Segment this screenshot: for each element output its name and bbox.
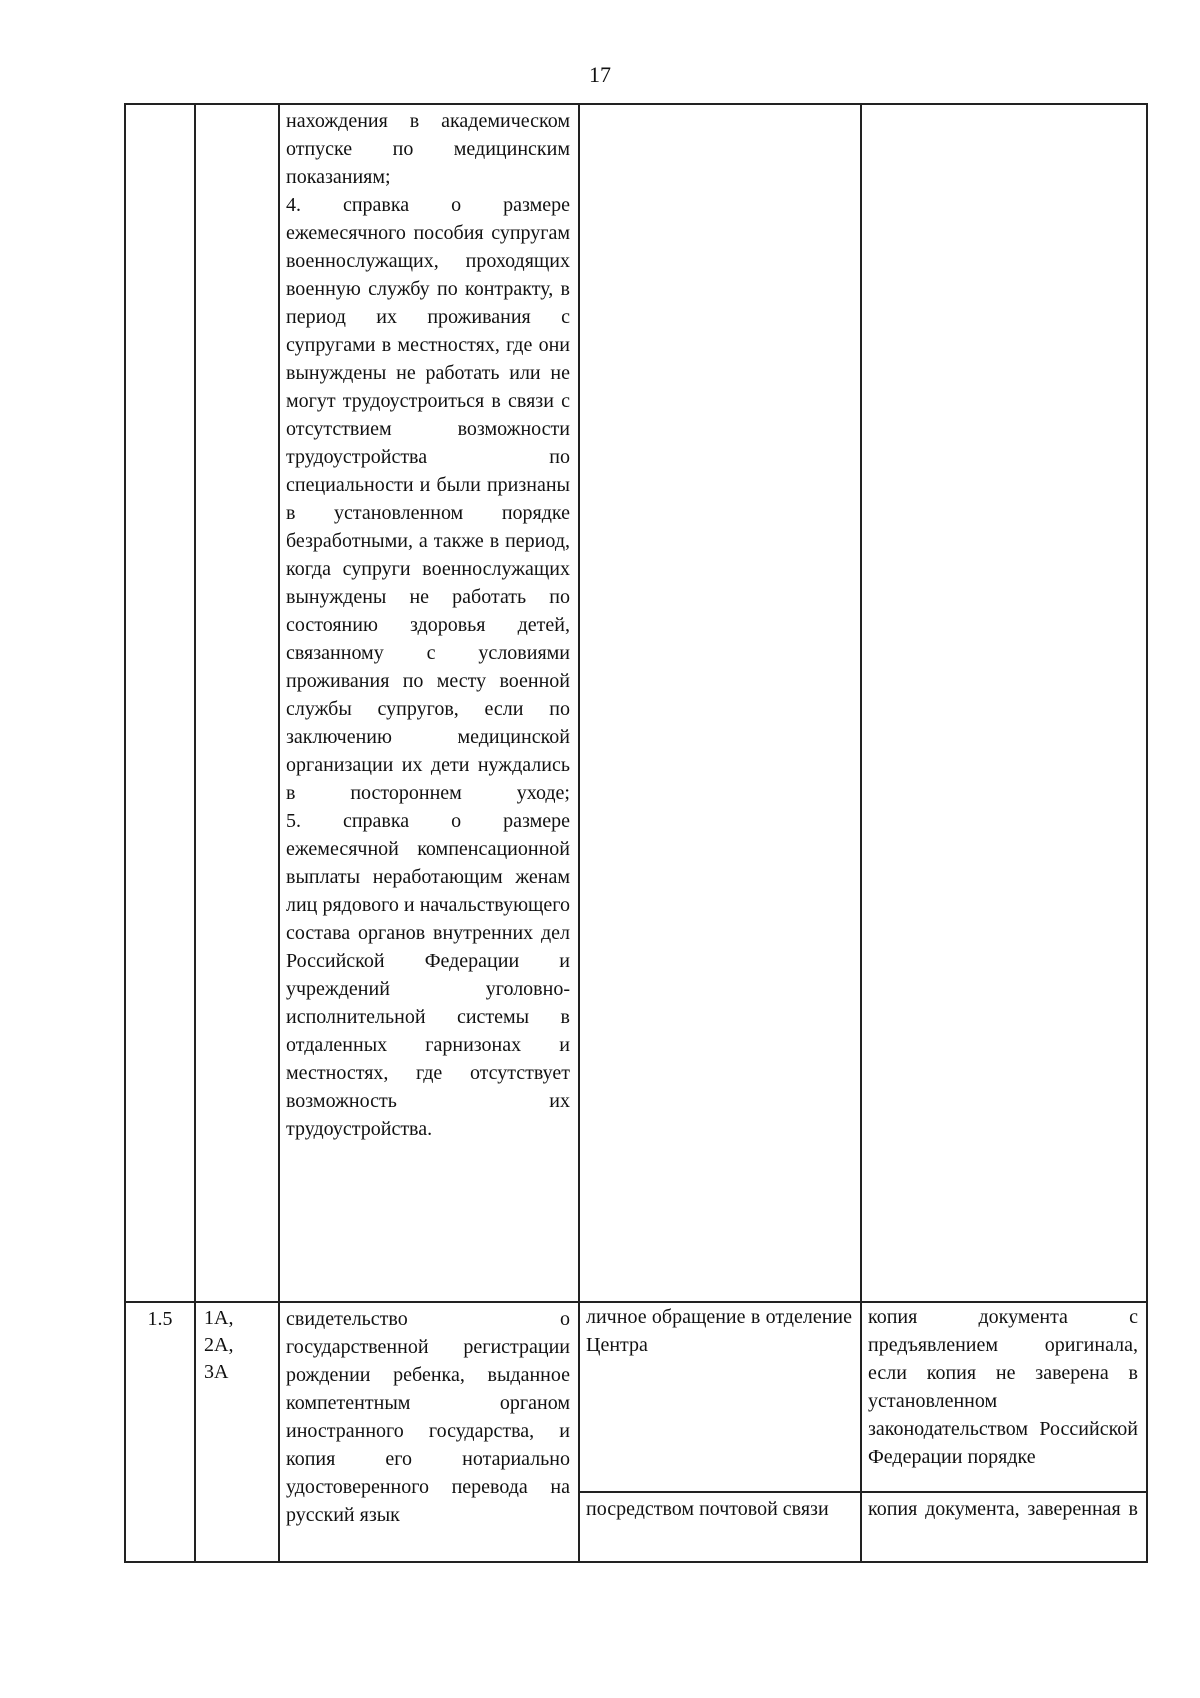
continuation-document-cell xyxy=(286,107,570,1143)
category-code: 2А, xyxy=(204,1334,234,1356)
category-code: 1А, xyxy=(204,1307,234,1329)
submission-method-postal xyxy=(586,1495,852,1523)
row-1-5-document-cell xyxy=(286,1305,570,1529)
row-number: 1.5 xyxy=(147,1308,173,1330)
requirement-text: копия документа с предъявлением оригинала, если копия не заверена в установленном законодательством Российской Федерации порядке xyxy=(868,1306,1138,1468)
document-text-fragment: нахождения в академическом отпуске по медицинским показаниям; xyxy=(286,110,570,188)
category-code: 3А xyxy=(204,1361,229,1383)
column-divider xyxy=(194,105,196,1561)
document-description: свидетельство о государственной регистрации рождении ребенка, выданное компетентным органом иностранного государства, и копия его нотариально удостоверенного перевода на русский язык xyxy=(286,1308,570,1526)
recipient-categories xyxy=(204,1305,274,1386)
column-divider xyxy=(578,105,580,1561)
document-item-4: 4. справка о размере ежемесячного пособия супругам военнослужащих, проходящих военную службу по контракту, в период их проживания с супругами в местностях, где они вынуждены не работать или не могут трудоустроиться в связи с отсутствием возможности трудоустройства по специальности и были признаны в установленном порядке безработными, а также в период, когда супруги военнослужащих вынуждены не работать по состоянию здоровья детей, связанному с условиями проживания по месту военной службы супругов, если по заключению медицинской организации их дети нуждались в постороннем уходе; xyxy=(286,194,570,804)
requirement-postal xyxy=(868,1495,1138,1523)
requirement-text: копия документа, заверенная в xyxy=(868,1498,1138,1520)
page-number: 17 xyxy=(589,62,611,87)
column-divider xyxy=(860,105,862,1561)
submission-method-personal xyxy=(586,1303,852,1359)
requirement-personal xyxy=(868,1303,1138,1471)
column-divider xyxy=(278,105,280,1561)
document-table xyxy=(124,103,1148,1563)
document-item-5: 5. справка о размере ежемесячной компенсационной выплаты неработающим женам лиц рядового и начальствующего состава органов внутренних дел Российской Федерации и учреждений уголовно-исполнительной системы в отдаленных гарнизонах и местностях, где отсутствует возможность их трудоустройства. xyxy=(286,810,570,1140)
method-text: личное обращение в отделение Центра xyxy=(586,1306,852,1356)
subrow-divider xyxy=(578,1491,1146,1493)
method-text: посредством почтовой связи xyxy=(586,1498,829,1520)
